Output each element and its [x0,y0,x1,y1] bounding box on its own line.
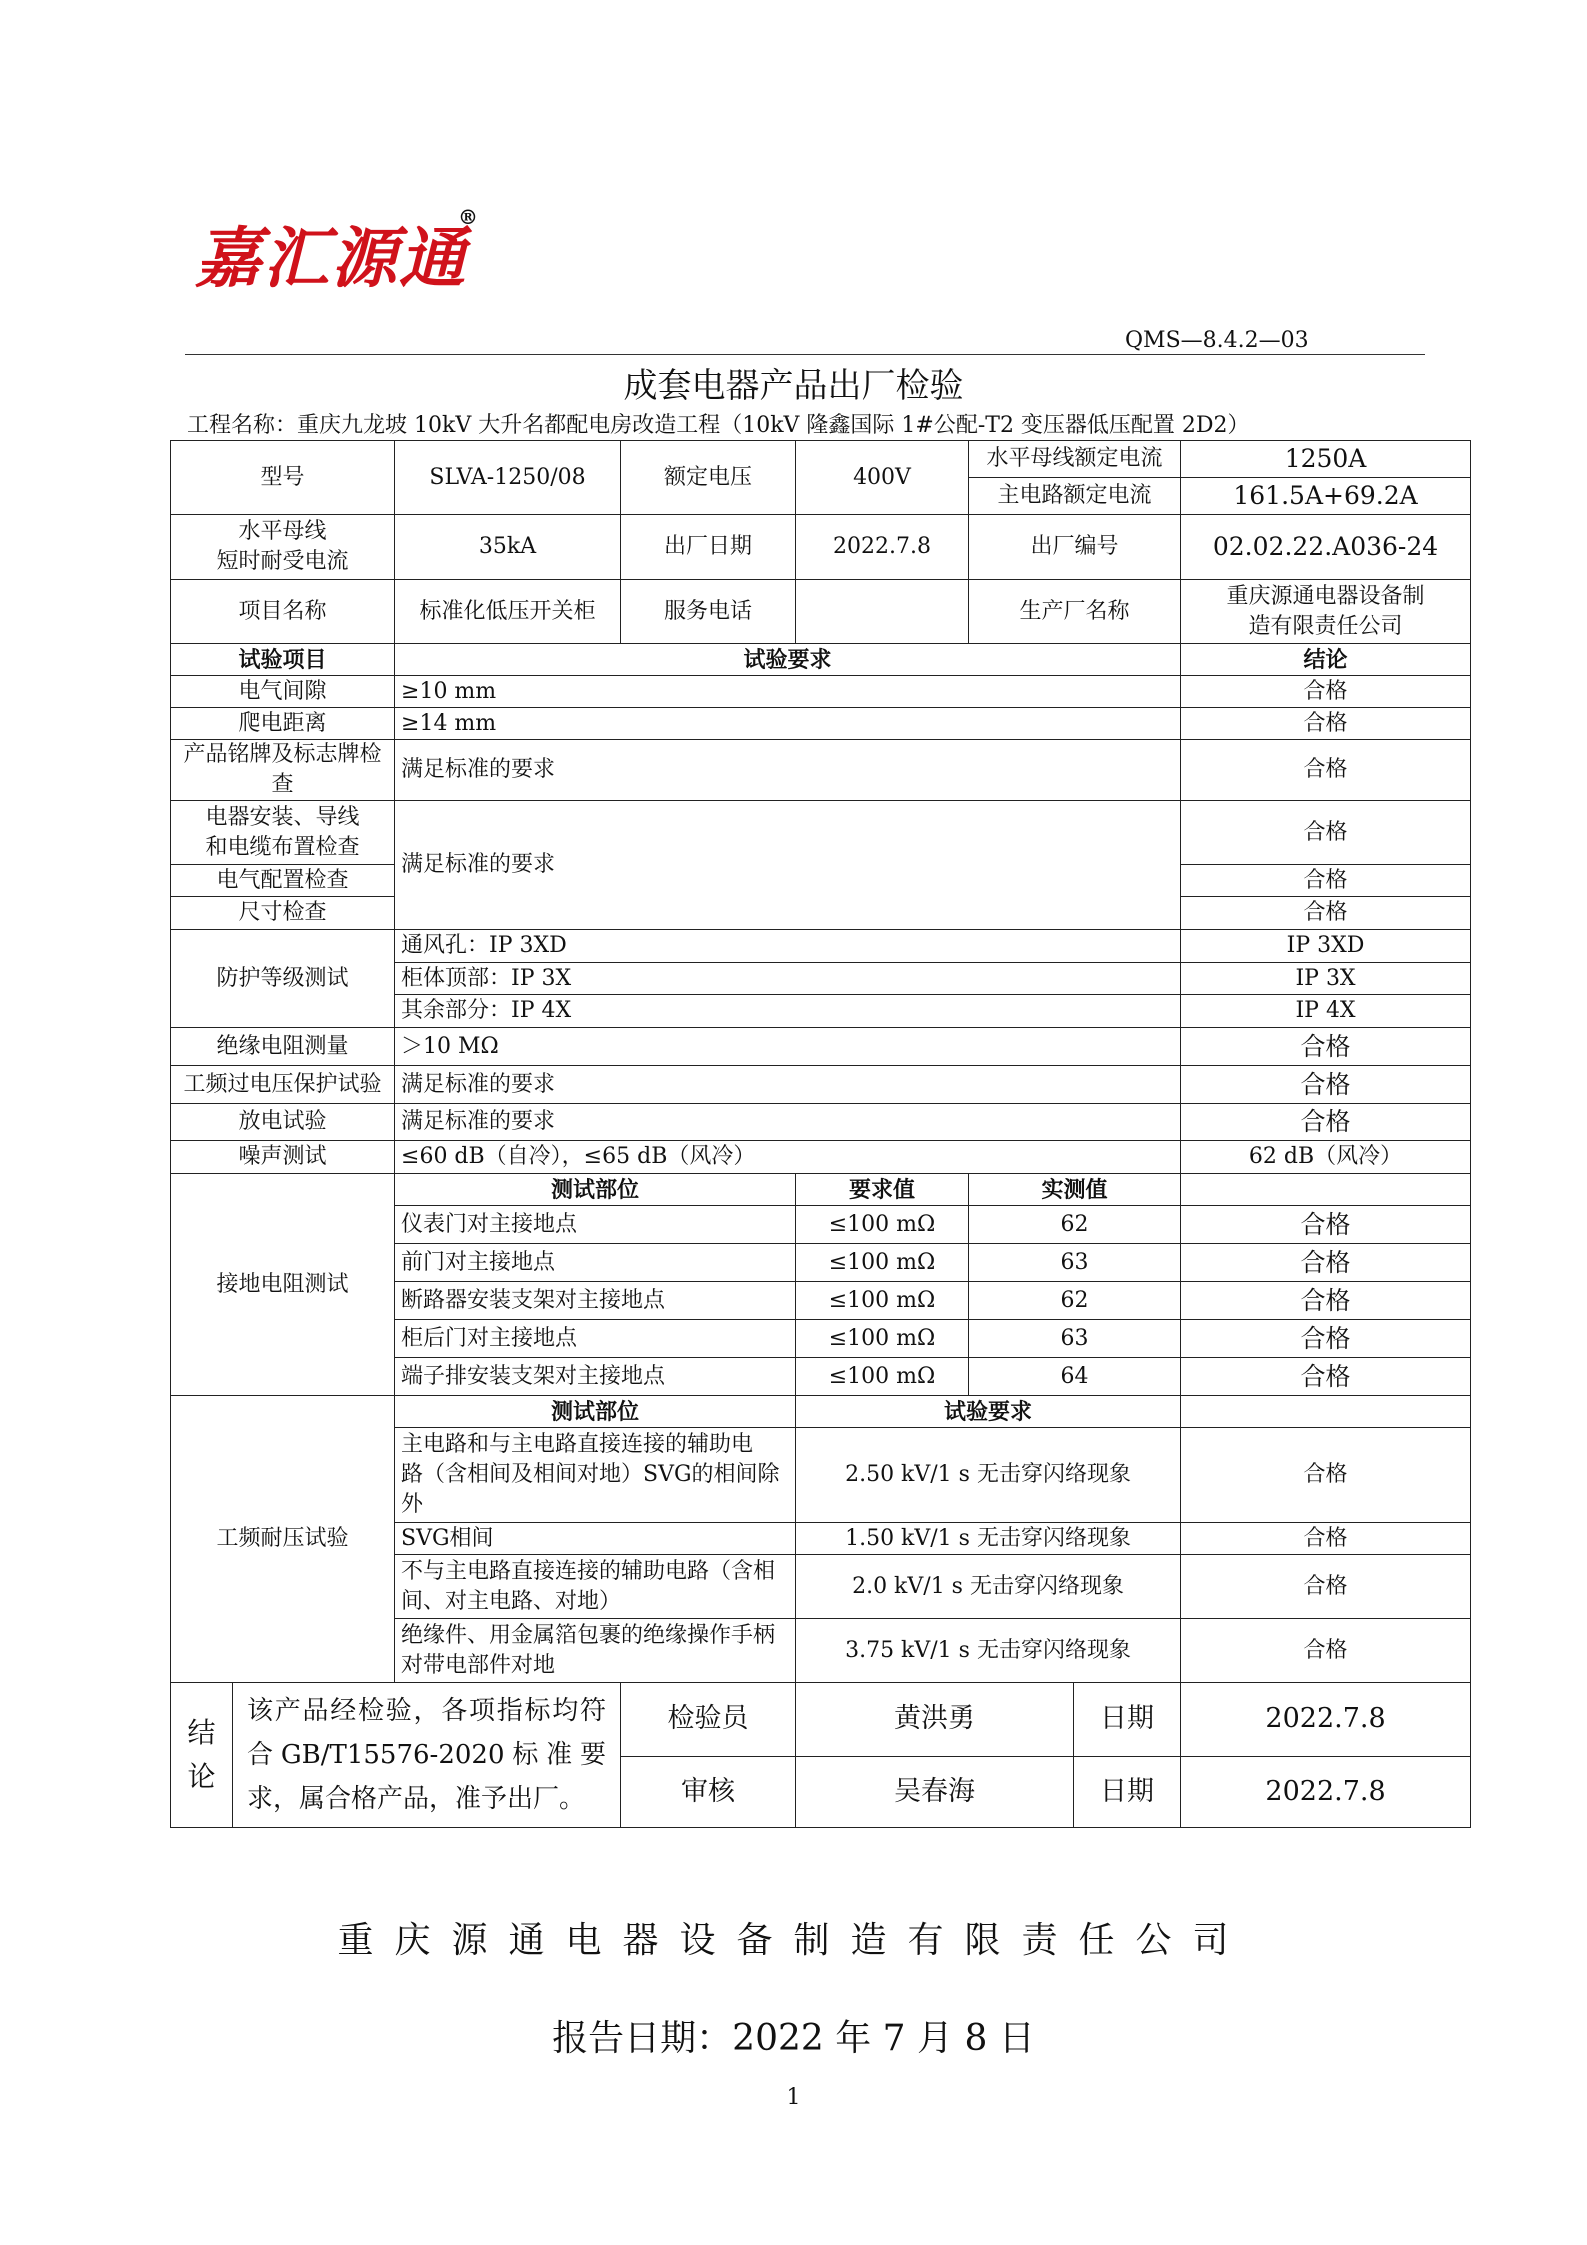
bus-withstand-value: 35kA [395,515,621,580]
bus-withstand-label-line2: 短时耐受电流 [216,549,349,574]
size-name: 尺寸检查 [171,897,395,930]
bus-current-label: 水平母线额定电流 [969,441,1181,478]
grounding-measured: 64 [969,1358,1181,1396]
maker-value [1181,580,1471,644]
inspector-date: 2022.7.8 [1181,1683,1471,1757]
withstand-name: 工频耐压试验 [171,1396,395,1683]
withstand-result: 合格 [1181,1619,1471,1683]
grounding-req: ≤100 mΩ [796,1358,969,1396]
grounding-req: ≤100 mΩ [796,1206,969,1244]
config-name: 电气配置检查 [171,865,395,897]
inspector-date-label: 日期 [1074,1683,1181,1757]
grounding-col-req: 要求值 [796,1174,969,1206]
voltage-label: 额定电压 [621,441,796,515]
nameplate-req: 满足标准的要求 [395,740,1181,801]
withstand-part [395,1619,796,1683]
grounding-result: 合格 [1181,1282,1471,1320]
inspector-name: 黄洪勇 [796,1683,1074,1757]
size-result: 合格 [1181,897,1471,930]
grounding-measured: 62 [969,1282,1181,1320]
header-divider [185,354,1425,355]
insulation-result: 合格 [1181,1028,1471,1066]
withstand-part [395,1555,796,1619]
ip-req-other: 其余部分：IP 4X [395,995,1181,1028]
conclusion-label-2: 论 [187,1760,216,1793]
model-value: SLVA-1250/08 [395,441,621,515]
page-number: 1 [786,2085,801,2110]
discharge-name: 放电试验 [171,1104,395,1141]
nameplate-result: 合格 [1181,740,1471,801]
registered-mark: ® [458,205,478,229]
withstand-req: 2.50 kV/1 s 无击穿闪络现象 [796,1428,1181,1523]
serial-label: 出厂编号 [969,515,1181,580]
withstand-result: 合格 [1181,1428,1471,1523]
grounding-result: 合格 [1181,1358,1471,1396]
grounding-req: ≤100 mΩ [796,1320,969,1358]
item-value: 标准化低压开关柜 [395,580,621,644]
item-label: 项目名称 [171,580,395,644]
withstand-req: 2.0 kV/1 s 无击穿闪络现象 [796,1555,1181,1619]
maker-value-line1: 重庆源通电器设备制 [1226,583,1425,609]
noise-result: 62 dB（风冷） [1181,1141,1471,1174]
grounding-part: 前门对主接地点 [395,1244,796,1282]
withstand-part-line: 间、对主电路、对地） [401,1588,622,1614]
noise-req: ≤60 dB（自冷），≤65 dB（风冷） [395,1141,1181,1174]
ip-result-vent: IP 3XD [1181,930,1471,963]
bus-withstand-label-line1: 水平母线 [238,519,327,544]
grounding-col-measured: 实测值 [969,1174,1181,1206]
insulation-req: ＞10 MΩ [395,1028,1181,1066]
grounding-part: 柜后门对主接地点 [395,1320,796,1358]
main-current-label: 主电路额定电流 [969,478,1181,515]
grounding-measured: 63 [969,1320,1181,1358]
clearance-name: 电气间隙 [171,676,395,708]
grounding-result: 合格 [1181,1206,1471,1244]
inspector-label: 检验员 [621,1683,796,1757]
overvoltage-name: 工频过电压保护试验 [171,1066,395,1104]
main-current-value: 161.5A+69.2A [1181,478,1471,515]
wiring-result: 合格 [1181,801,1471,865]
maker-label: 生产厂名称 [969,580,1181,644]
withstand-part [395,1428,796,1523]
wiring-name-line2: 和电缆布置检查 [205,834,360,860]
conclusion-label-1: 结 [187,1716,216,1749]
creepage-result: 合格 [1181,708,1471,740]
grounding-part: 仪表门对主接地点 [395,1206,796,1244]
ip-req-vent: 通风孔：IP 3XD [395,930,1181,963]
withstand-part-line: 路（含相间及相间对地）SVG的相间除 [401,1462,780,1487]
withstand-part-line: 主电路和与主电路直接连接的辅助电 [401,1432,754,1457]
withstand-part-line: 外 [401,1492,424,1517]
grounding-req: ≤100 mΩ [796,1282,969,1320]
model-label: 型号 [171,441,395,515]
grounding-measured: 62 [969,1206,1181,1244]
grounding-result: 合格 [1181,1320,1471,1358]
page-title: 成套电器产品出厂检验 [623,366,964,406]
withstand-col-result [1181,1396,1471,1428]
voltage-value: 400V [796,441,969,515]
report-date: 报告日期：2022 年 7 月 8 日 [552,2018,1035,2059]
col-test-item: 试验项目 [171,644,395,676]
inspection-table [170,440,1471,1828]
insulation-name: 绝缘电阻测量 [171,1028,395,1066]
nameplate-name: 产品铭牌及标志牌检查 [171,740,395,801]
withstand-part: SVG相间 [395,1523,796,1555]
withstand-part-line: 不与主电路直接连接的辅助电路（含相 [401,1558,776,1584]
config-result: 合格 [1181,865,1471,897]
withstand-result: 合格 [1181,1523,1471,1555]
serial-value: 02.02.22.A036-24 [1181,515,1471,580]
bus-withstand-label [171,515,395,580]
bus-current-value: 1250A [1181,441,1471,478]
withstand-part-line: 对带电部件对地 [401,1652,556,1678]
wiring-name [171,801,395,865]
doc-number: QMS—8.4.2—03 [1125,328,1309,353]
shared-req: 满足标准的要求 [395,801,1181,930]
clearance-req: ≥10 mm [395,676,1181,708]
phone-value [796,580,969,644]
grounding-part: 端子排安装支架对主接地点 [395,1358,796,1396]
ip-name: 防护等级测试 [171,930,395,1028]
date-value: 2022.7.8 [796,515,969,580]
creepage-name: 爬电距离 [171,708,395,740]
withstand-result: 合格 [1181,1555,1471,1619]
clearance-result: 合格 [1181,676,1471,708]
conclusion-text: 该产品经检验，各项指标均符合GB/T15576-2020标准要求，属合格产品，准予出厂。 [233,1683,621,1828]
reviewer-label: 审核 [621,1756,796,1827]
discharge-result: 合格 [1181,1104,1471,1141]
ip-req-top: 柜体顶部：IP 3X [395,963,1181,995]
grounding-col-result [1181,1174,1471,1206]
date-label: 出厂日期 [621,515,796,580]
project-name: 工程名称：重庆九龙坡 10kV 大升名都配电房改造工程（10kV 隆鑫国际 1#公配-T2 变压器低压配置 2D2） [187,413,1250,438]
grounding-result: 合格 [1181,1244,1471,1282]
withstand-req: 1.50 kV/1 s 无击穿闪络现象 [796,1523,1181,1555]
withstand-col-part: 测试部位 [395,1396,796,1428]
overvoltage-result: 合格 [1181,1066,1471,1104]
reviewer-name: 吴春海 [796,1756,1074,1827]
col-test-req: 试验要求 [395,644,1181,676]
ip-result-other: IP 4X [1181,995,1471,1028]
grounding-measured: 63 [969,1244,1181,1282]
reviewer-date-label: 日期 [1074,1756,1181,1827]
grounding-part: 断路器安装支架对主接地点 [395,1282,796,1320]
withstand-part-line: 绝缘件、用金属箔包裹的绝缘操作手柄 [401,1622,776,1648]
noise-name: 噪声测试 [171,1141,395,1174]
withstand-col-req: 试验要求 [796,1396,1181,1428]
col-test-result: 结论 [1181,644,1471,676]
phone-label: 服务电话 [621,580,796,644]
company-logo: 嘉汇源通 [195,219,467,297]
ip-result-top: IP 3X [1181,963,1471,995]
grounding-req: ≤100 mΩ [796,1244,969,1282]
company-name: 重庆源通电器设备制造有限责任公司 [337,1920,1250,1961]
grounding-name: 接地电阻测试 [171,1174,395,1396]
grounding-col-part: 测试部位 [395,1174,796,1206]
withstand-req: 3.75 kV/1 s 无击穿闪络现象 [796,1619,1181,1683]
reviewer-date: 2022.7.8 [1181,1756,1471,1827]
overvoltage-req: 满足标准的要求 [395,1066,1181,1104]
creepage-req: ≥14 mm [395,708,1181,740]
wiring-name-line1: 电器安装、导线 [205,804,360,830]
discharge-req: 满足标准的要求 [395,1104,1181,1141]
conclusion-label [171,1683,233,1828]
maker-value-line2: 造有限责任公司 [1248,613,1403,639]
